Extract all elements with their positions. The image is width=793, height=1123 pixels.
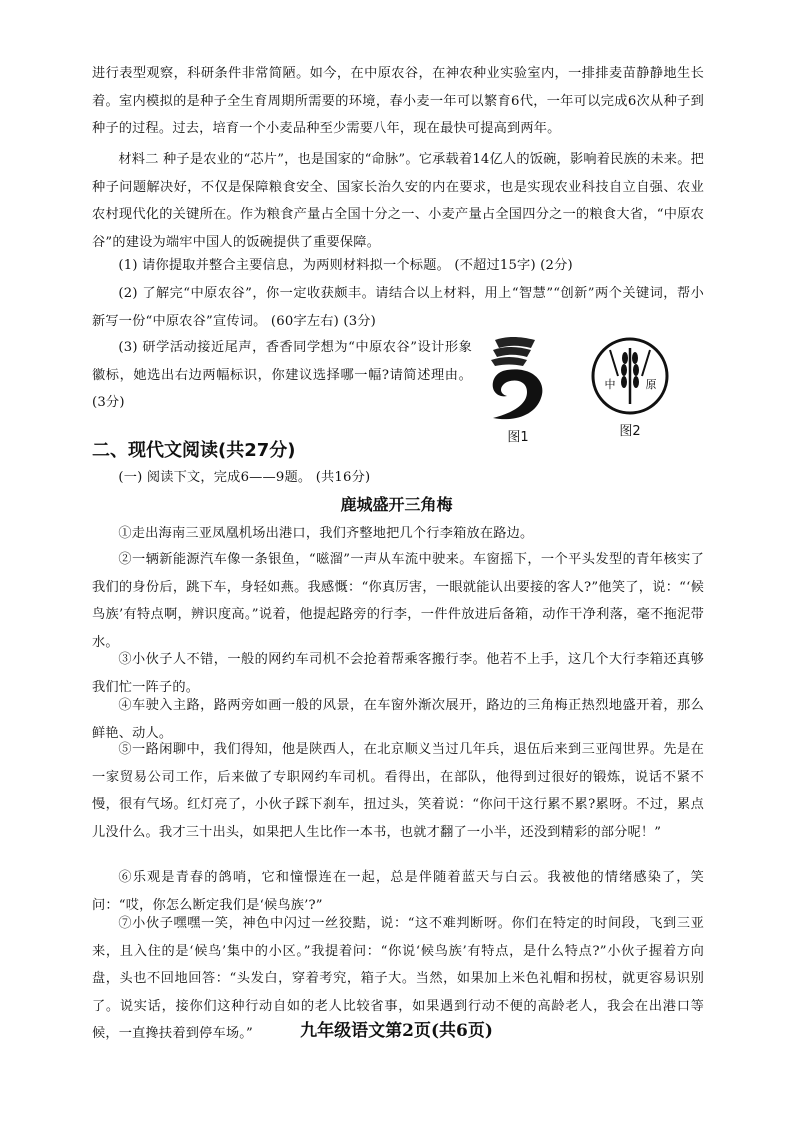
question-3: (3) 研学活动接近尾声，香香同学想为“中原农谷”设计形象徽标，她选出右边两幅标识，你建议选择哪一幅?请简述理由。(3分) (92, 340, 472, 411)
figure-1-caption: 图1 (507, 430, 529, 445)
figure-2 (588, 336, 672, 439)
figure-1 (476, 336, 560, 445)
logo-char-zhong: 中 (604, 378, 616, 391)
page-footer: 九年级语文第2页(共6页) (300, 1021, 493, 1041)
article-paragraph-3: ③小伙子人不错，一般的网约车司机不会抢着帮乘客搬行李。他若不上手，这几个大行李箱还真够我们忙一阵子的。 (92, 652, 704, 695)
figure-2-caption: 图2 (619, 424, 641, 439)
wheat-swirl-logo-icon (485, 336, 551, 422)
question-2: (2) 了解完“中原农谷”，你一定收获颇丰。请结合以上材料，用上“智慧”“创新”两个关键词，帮小新写一份“中原农谷”宣传词。 (60字左右) (3分) (92, 286, 704, 329)
section-heading: 二、现代文阅读(共27分) (92, 440, 296, 461)
article-paragraph-6: ⑥乐观是青春的鸽哨，它和憧憬连在一起，总是伴随着蓝天与白云。我被他的情绪感染了，笑问：“哎，你怎么断定我们是‘候鸟族’?” (92, 870, 704, 913)
material-one-continued: 进行表型观察，科研条件非常简陋。如今，在中原农谷，在神农种业实验室内，一排排麦苗静静地生长着。室内模拟的是种子全生育周期所需要的环境，春小麦一年可以繁育6代，一年可以完成6次从种子到种子的过程。过去，培育一个小麦品种至少需要八年，现在最快可提高到两年。 (92, 66, 704, 137)
reading-intro: (一) 阅读下文，完成6——9题。 (共16分) (118, 470, 371, 485)
article-paragraph-4: ④车驶入主路，路两旁如画一般的风景，在车窗外渐次展开，路边的三角梅正热烈地盛开着，那么鲜艳、动人。 (92, 698, 704, 741)
wheat-circle-logo-icon (590, 336, 670, 416)
article-paragraph-7: ⑦小伙子嘿嘿一笑，神色中闪过一丝狡黠，说：“这不难判断呀。你们在特定的时间段，飞到三亚来，且入住的是‘候鸟’集中的小区。”我提着问：“你说‘候鸟族’有特点，是什么特点?”小伙子握着方向盘，头也不回地回答：“头发白，穿着考究，箱子大。当然，如果加上米色礼帽和拐杖，就更容易识别了。说实话，接你们这种行动自如的老人比较省事，如果遇到行动不便的高龄老人，我会在出港口等候，一直搀扶着到停车场。” (92, 916, 704, 1042)
logo-char-yuan: 原 (645, 378, 657, 391)
article-paragraph-1: ①走出海南三亚凤凰机场出港口，我们齐整地把几个行李箱放在路边。 (118, 526, 534, 541)
article-paragraph-5: ⑤一路闲聊中，我们得知，他是陕西人，在北京顺义当过几年兵，退伍后来到三亚闯世界。先是在一家贸易公司工作，后来做了专职网约车司机。看得出，在部队，他得到过很好的锻炼，说话不紧不慢，很有气场。红灯亮了，小伙子踩下刹车，扭过头，笑着说：“你问干这行累不累?累呀。不过，累点儿没什么。我才三十出头，如果把人生比作一本书，也就才翻了一小半，还没到精彩的部分呢！” (92, 742, 704, 840)
question-1: (1) 请你提取并整合主要信息，为两则材料拟一个标题。 (不超过15字) (2分) (118, 258, 573, 273)
article-title: 鹿城盛开三角梅 (340, 495, 453, 514)
article-paragraph-2: ②一辆新能源汽车像一条银鱼，“嗞溜”一声从车流中驶来。车窗摇下，一个平头发型的青年核实了我们的身份后，跳下车，身轻如燕。我感慨：“你真厉害，一眼就能认出要接的客人?”他笑了，说：“‘候鸟族’有特点啊，辨识度高。”说着，他提起路旁的行李，一件件放进后备箱，动作干净利落，毫不拖泥带水。 (92, 552, 704, 650)
material-two: 材料二 种子是农业的“芯片”，也是国家的“命脉”。它承载着14亿人的饭碗，影响着民族的未来。把种子问题解决好，不仅是保障粮食安全、国家长治久安的内在要求，也是实现农业科技自立自强、农业农村现代化的关键所在。作为粮食产量占全国十分之一、小麦产量占全国四分之一的粮食大省，“中原农谷”的建设为端牢中国人的饭碗提供了重要保障。 (92, 152, 704, 250)
